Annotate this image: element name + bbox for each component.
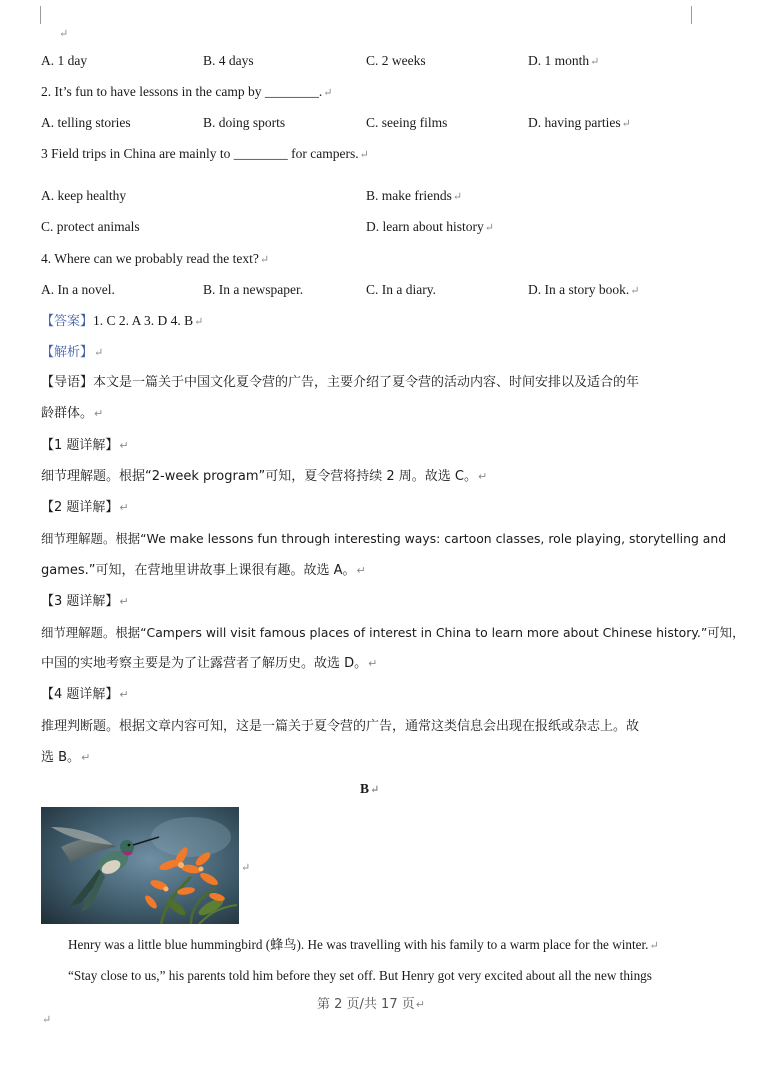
q3-option-b: B. make friends↵ (366, 188, 463, 203)
answer-line: 【答案】1. C 2. A 3. D 4. B↵ (41, 313, 204, 329)
q4-option-b: B. In a newspaper. (203, 282, 304, 297)
guide-line-1: 【导语】本文是一篇关于中国文化夏令营的广告，主要介绍了夏令营的活动内容、时间安排以及适合的年 (41, 375, 640, 390)
q3-option-c: C. protect animals (41, 219, 140, 234)
q4-option-a: A. In a novel. (41, 282, 115, 297)
q2-option-c: C. seeing films (366, 115, 448, 130)
end-paragraph-mark: ↵ (42, 1014, 52, 1026)
detail-4-line-1: 推理判断题。根据文章内容可知，这是一篇关于夏令营的广告，通常这类信息会出现在报纸或杂志上。故 (41, 719, 640, 734)
detail-2-tag: 【2 题详解】↵ (41, 500, 129, 515)
q1-option-b: B. 4 days (203, 53, 254, 68)
q2-option-a: A. telling stories (41, 115, 131, 130)
photo-paragraph-mark: ↵ (241, 862, 251, 874)
answer-tag: 【答案】 (41, 314, 94, 329)
detail-3-line-2: 中国的实地考察主要是为了让露营者了解历史。故选 D。↵ (41, 656, 378, 671)
q4-option-c: C. In a diary. (366, 282, 436, 297)
analysis-tag-line: 【解析】↵ (41, 345, 104, 360)
detail-3-line-1: 细节理解题。根据“Campers will visit famous places of interest in China to learn more about Chinese history.”可知， (41, 625, 745, 640)
detail-2-line-2: games.”可知，在营地里讲故事上课很有趣。故选 A。↵ (41, 563, 366, 578)
passage-line-1: Henry was a little blue hummingbird (蜂鸟). He was travelling with his family to a warm place for the winter.↵ (68, 937, 659, 952)
q3-option-a: A. keep healthy (41, 188, 127, 203)
detail-3-tag: 【3 题详解】↵ (41, 594, 129, 609)
q1-option-a: A. 1 day (41, 53, 88, 68)
q4-option-d: D. In a story book.↵ (528, 282, 640, 297)
answer-text: 1. C 2. A 3. D 4. B (93, 313, 194, 328)
detail-2-line-1: 细节理解题。根据“We make lessons fun through interesting ways: cartoon classes, role playing, storytelling and (41, 531, 727, 546)
detail-1-text: 细节理解题。根据“2-week program”可知，夏令营将持续 2 周。故选 C。↵ (41, 469, 488, 484)
margin-corner-right (691, 6, 692, 24)
q4-stem: 4. Where can we probably read the text?↵ (41, 251, 270, 266)
hummingbird-photo (41, 807, 239, 924)
q2-option-b: B. doing sports (203, 115, 286, 130)
q3-option-d: D. learn about history↵ (366, 219, 494, 234)
paragraph-mark-icon: ↵ (59, 28, 69, 40)
guide-line-2: 龄群体。↵ (41, 406, 104, 421)
q2-option-d: D. having parties↵ (528, 115, 631, 130)
q1-option-d: D. 1 month↵ (528, 53, 600, 68)
detail-1-tag: 【1 题详解】↵ (41, 438, 129, 453)
passage-line-2: “Stay close to us,” his parents told him before they set off. But Henry got very excited about all the new things (68, 968, 652, 983)
margin-corner-left (40, 6, 41, 24)
q3-stem: 3 Field trips in China are mainly to ________ for campers.↵ (41, 146, 369, 161)
page-footer: 第 2 页/共 17 页↵ (317, 997, 425, 1012)
detail-4-line-2: 选 B。↵ (41, 750, 91, 765)
q2-stem: 2. It’s fun to have lessons in the camp by ________.↵ (41, 84, 333, 99)
q1-option-c: C. 2 weeks (366, 53, 426, 68)
detail-4-tag: 【4 题详解】↵ (41, 687, 129, 702)
section-b-heading: B↵ (360, 781, 380, 796)
